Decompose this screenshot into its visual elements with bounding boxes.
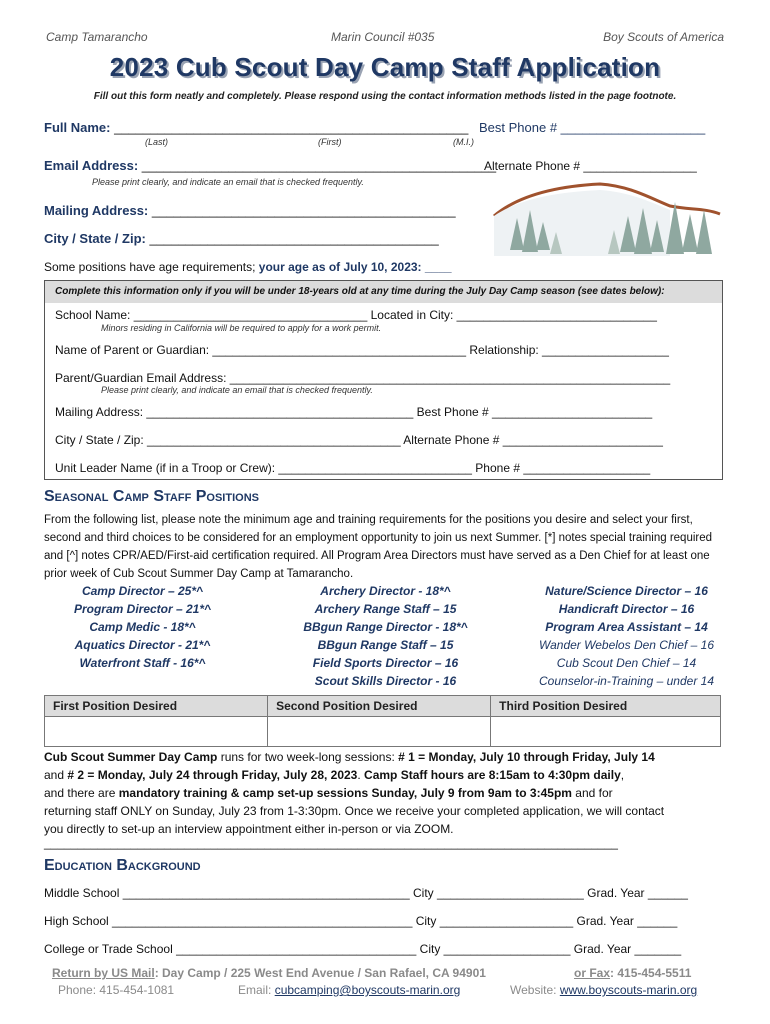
age-row[interactable]: [44, 260, 452, 274]
education-section-title: Education Background: [44, 857, 201, 874]
camp-info-bold: Camp Staff hours are 8:15am to 4:30pm daily: [364, 768, 621, 782]
mailing-label: Mailing Address:: [44, 203, 149, 218]
full-name-row[interactable]: [44, 120, 468, 135]
camp-info-bold: # 1 = Monday, July 10 through Friday, July 14: [398, 750, 655, 764]
header-center: Marin Council #035: [331, 30, 435, 44]
position-choice-table: [44, 695, 721, 747]
header-right: Boy Scouts of America: [603, 30, 724, 44]
middle-school-field[interactable]: Middle School ___________________________________________ City ______________________ Grad. Year ______: [44, 886, 688, 900]
camp-info-line-2: [44, 768, 624, 782]
parent-name-field[interactable]: Name of Parent or Guardian: ______________________________________ Relationship: ___________________: [55, 343, 669, 357]
minor-mailing-field[interactable]: Mailing Address: ________________________________________ Best Phone # ________________________: [55, 405, 653, 419]
camp-info-line-1: [44, 750, 655, 764]
footer-email-label: Email:: [238, 983, 272, 997]
position-item: Waterfront Staff - 16*^: [79, 656, 206, 670]
camp-info-text: and: [44, 768, 68, 782]
second-position-input[interactable]: [268, 717, 491, 747]
second-position-header: Second Position Desired: [268, 696, 491, 717]
high-school-field[interactable]: High School _____________________________________________ City ____________________ Grad. Year ______: [44, 914, 678, 928]
position-item: Archery Director - 18*^: [320, 584, 451, 598]
position-item: Cub Scout Den Chief – 14: [556, 656, 697, 670]
camp-info-bold: # 2 = Monday, July 24 through Friday, July 28, 2023: [67, 768, 358, 782]
camp-info-line-4: returning staff ONLY on Sunday, July 23 from 1-3:30pm. Once we receive your completed application, we will contact: [44, 804, 665, 818]
footer-mail-line: [52, 966, 486, 980]
footer-email-link[interactable]: cubcamping@boyscouts-marin.org: [274, 983, 461, 997]
full-name-line: _________________________________________________: [114, 120, 469, 135]
city-row[interactable]: [44, 231, 439, 246]
camp-info-text: ,: [620, 768, 625, 782]
email-note: Please print clearly, and indicate an email that is checked frequently.: [92, 177, 364, 187]
email-line: _________________________________________________: [141, 158, 497, 173]
first-position-input[interactable]: [45, 717, 268, 747]
parent-email-field[interactable]: Parent/Guardian Email Address: __________________________________________________________________: [55, 371, 671, 385]
email-label: Email Address:: [44, 158, 139, 173]
position-item: Program Director – 21*^: [73, 602, 212, 616]
school-name-field[interactable]: School Name: ___________________________________ Located in City: ______________________________: [55, 308, 657, 322]
footer-email-line: [238, 983, 460, 997]
camp-info-text: runs for two week-long sessions:: [217, 750, 399, 764]
position-item: BBgun Range Staff – 15: [317, 638, 454, 652]
position-item: Counselor-in-Training – under 14: [539, 674, 714, 688]
position-item: Program Area Assistant – 14: [545, 620, 708, 634]
unit-leader-field[interactable]: Unit Leader Name (if in a Troop or Crew): _____________________________ Phone # ___________________: [55, 461, 651, 475]
mountain-illustration: [490, 180, 722, 260]
position-item: Handicraft Director – 16: [558, 602, 695, 616]
city-line: ________________________________________: [149, 231, 439, 246]
camp-info-text: and there are: [44, 786, 119, 800]
best-phone-field[interactable]: Best Phone # ____________________: [479, 120, 706, 135]
position-item: Field Sports Director – 16: [312, 656, 459, 670]
minor-info-box: [44, 280, 723, 480]
third-position-input[interactable]: [491, 717, 721, 747]
city-label: City / State / Zip:: [44, 231, 146, 246]
footer-mail-text: : Day Camp / 225 West End Avenue / San Rafael, CA 94901: [154, 966, 486, 980]
footer-mail-label: Return by US Mail: [52, 966, 155, 980]
footer-website-label: Website:: [510, 983, 557, 997]
age-text: Some positions have age requirements;: [44, 260, 256, 274]
mailing-line: __________________________________________: [151, 203, 456, 218]
camp-info-text: and for: [571, 786, 613, 800]
instructions: Fill out this form neatly and completely. Please respond using the contact information methods listed in the page footnote.: [93, 91, 677, 102]
position-item: Camp Medic - 18*^: [89, 620, 196, 634]
college-field[interactable]: College or Trade School ____________________________________ City ___________________ Grad. Year _______: [44, 942, 682, 956]
footer-fax-label: or Fax: [574, 966, 611, 980]
camp-info-bold: mandatory training & camp set-up sessions Sunday, July 9 from 9am to 3:45pm: [118, 786, 572, 800]
camp-info-bold: Cub Scout Summer Day Camp: [44, 750, 218, 764]
parent-email-note: Please print clearly, and indicate an email that is checked frequently.: [101, 385, 373, 395]
position-item: Wander Webelos Den Chief – 16: [539, 638, 714, 652]
position-item: Nature/Science Director – 16: [545, 584, 708, 598]
positions-section-title: Seasonal Camp Staff Positions: [44, 488, 259, 505]
position-item: Archery Range Staff – 15: [314, 602, 457, 616]
positions-intro: From the following list, please note the minimum age and training requirements for the positions you desire and select your first, second and third choices to be considered for an employment opportunity to join us next Summer. [*] notes special training required and [^] notes CPR/AED/First-aid certification required. All Program Area Directors must have served as a Den Chief for at least one prior week of Cub Scout Summer Day Camp at Tamarancho.: [44, 514, 713, 580]
minor-city-field[interactable]: City / State / Zip: ______________________________________ Alternate Phone # ________________________: [55, 433, 663, 447]
age-bold: your age as of July 10, 2023: ____: [258, 260, 452, 274]
position-item: Camp Director – 25*^: [81, 584, 204, 598]
footer-fax-text: : 415-454-5511: [610, 966, 692, 980]
footer-website-link[interactable]: www.boyscouts-marin.org: [559, 983, 698, 997]
mi-label: (M.I.): [453, 137, 474, 147]
school-note: Minors residing in California will be required to apply for a work permit.: [101, 323, 382, 333]
header-left: Camp Tamarancho: [46, 30, 148, 44]
first-position-header: First Position Desired: [45, 696, 268, 717]
full-name-label: Full Name:: [44, 120, 111, 135]
email-row[interactable]: [44, 158, 496, 173]
last-label: (Last): [145, 137, 169, 147]
camp-info-text: .: [357, 768, 365, 782]
camp-info-line-5: you directly to set-up an interview appointment either in-person or via ZOOM.: [44, 822, 454, 836]
section-divider: ______________________________________________________________________________________: [44, 836, 618, 850]
camp-info-line-3: [44, 786, 613, 800]
mailing-row[interactable]: [44, 203, 456, 218]
alternate-phone-field[interactable]: Alternate Phone # _________________: [484, 159, 697, 173]
page-title: 2023 Cub Scout Day Camp Staff Application: [109, 52, 661, 82]
minor-box-header: Complete this information only if you will be under 18-years old at any time during the July Day Camp season (see dates below):: [45, 281, 722, 303]
position-item: Aquatics Director - 21*^: [74, 638, 211, 652]
first-label: (First): [318, 137, 342, 147]
footer-phone: Phone: 415-454-1081: [58, 983, 175, 997]
footer-fax-line: [574, 966, 691, 980]
position-item: Scout Skills Director - 16: [314, 674, 457, 688]
position-item: BBgun Range Director - 18*^: [303, 620, 468, 634]
third-position-header: Third Position Desired: [491, 696, 721, 717]
footer-website-line: [510, 983, 697, 997]
